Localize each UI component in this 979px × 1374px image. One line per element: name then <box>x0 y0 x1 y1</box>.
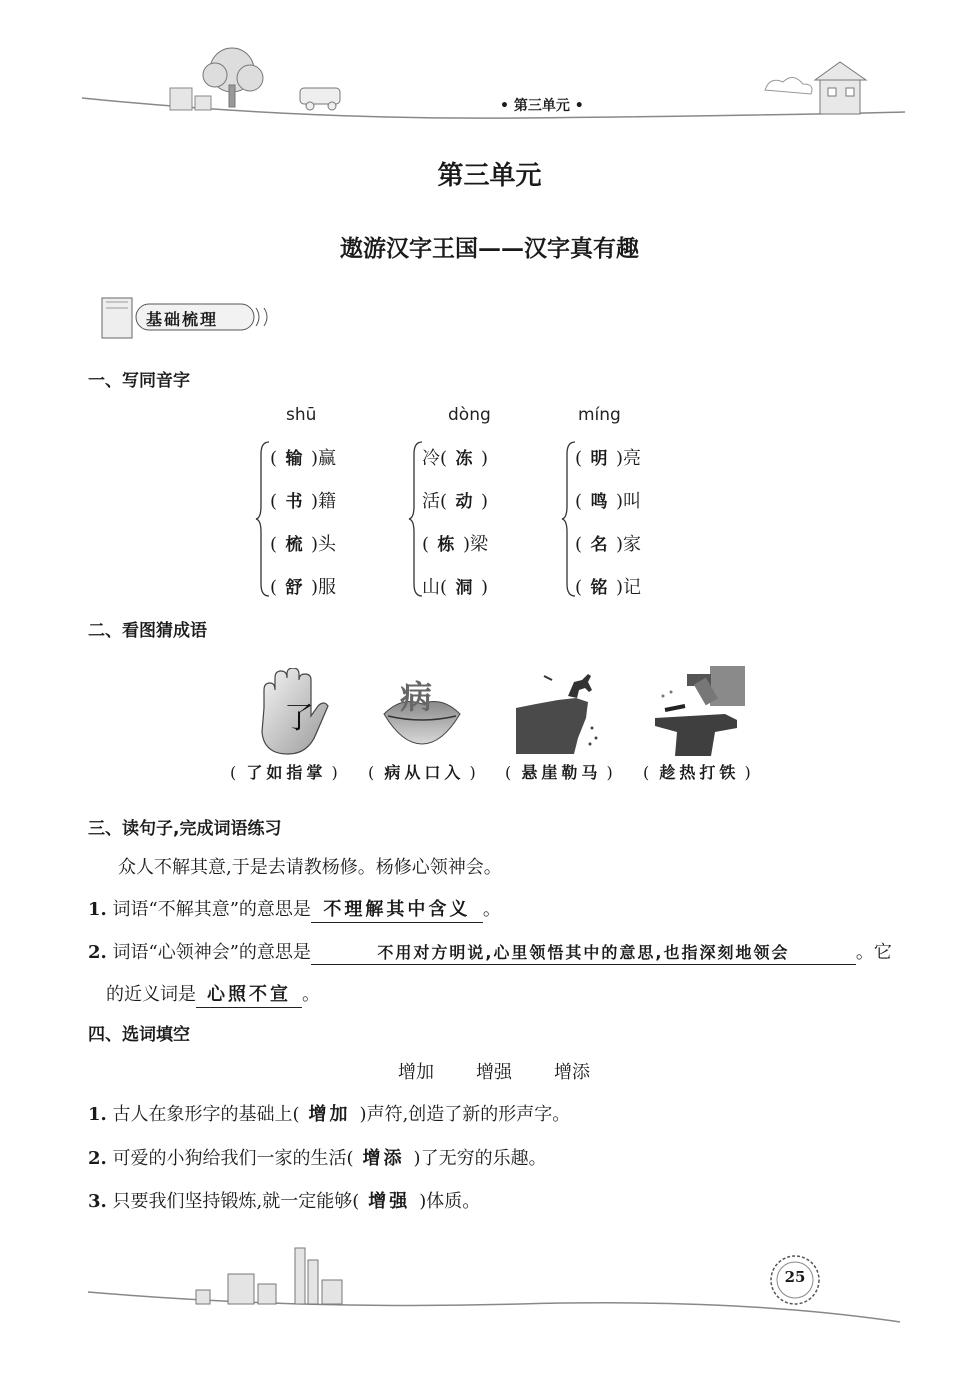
word-bank-item: 增加 <box>398 1062 434 1083</box>
buildings-left-icon <box>170 88 211 110</box>
header-unit-label: • 第三单元 • <box>500 98 584 114</box>
fill-item: 2. 可爱的小狗给我们一家的生活( 增添 )了无穷的乐趣。 <box>88 1144 547 1170</box>
house-icon <box>815 62 866 114</box>
homophone-row: ( 鸣 )叫 <box>575 491 642 512</box>
answer-blank: 不理解其中含义 <box>311 895 483 923</box>
homophone-row: ( 栋 )梁 <box>422 534 489 555</box>
word-bank <box>398 1058 632 1084</box>
homophone-row: 山( 洞 ) <box>422 577 489 598</box>
section-heading-2: 二、看图猜成语 <box>88 621 207 641</box>
mouth-glyph: 病 <box>400 678 433 716</box>
pinyin-ming: míng <box>578 405 621 425</box>
answer-blank: 心照不宣 <box>196 980 302 1008</box>
footer-decoration <box>0 1240 979 1340</box>
homophone-row: 冷( 冻 ) <box>422 448 489 469</box>
badge-text: 基础梳理 <box>146 310 219 329</box>
tree-icon <box>203 48 263 107</box>
blacksmith-icon <box>655 666 745 758</box>
header-decoration <box>0 40 979 135</box>
idiom-caption: ( 悬崖勒马 ) <box>505 763 613 782</box>
reading-passage: 众人不解其意,于是去请教杨修。杨修心领神会。 <box>118 857 502 878</box>
homophone-row: ( 明 )亮 <box>575 448 642 469</box>
cloud-icon <box>765 77 812 94</box>
word-bank-item: 增添 <box>554 1062 590 1083</box>
section-heading-4: 四、选词填空 <box>88 1025 190 1045</box>
page-number: 25 <box>784 1268 806 1286</box>
idiom-caption: ( 病从口入 ) <box>368 763 476 782</box>
lesson-title: 遨游汉字王国——汉字真有趣 <box>340 235 639 262</box>
homophone-row: ( 铭 )记 <box>575 577 642 598</box>
word-bank-item: 增强 <box>476 1062 512 1083</box>
pinyin-dong: dòng <box>448 405 491 425</box>
answer-blank: 增加 <box>308 1104 351 1125</box>
answer-blank: 不用对方明说,心里领悟其中的意思,也指深刻地领会 <box>311 940 856 965</box>
question-1: 1. 词语“不解其意”的意思是 不理解其中含义 。 <box>88 895 501 923</box>
answer-blank: 增强 <box>368 1191 411 1212</box>
page-title: 第三单元 <box>437 161 542 191</box>
hand-glyph: 了 <box>284 701 314 736</box>
idiom-caption: ( 趁热打铁 ) <box>643 763 751 782</box>
homophone-row: ( 舒 )服 <box>270 577 337 598</box>
city-skyline-icon <box>196 1248 342 1304</box>
brace-icon <box>255 440 271 598</box>
hand-icon <box>250 668 330 758</box>
question-2-synonym: 的近义词是 心照不宣 。 <box>106 980 320 1008</box>
homophone-row: ( 书 )籍 <box>270 491 337 512</box>
question-2: 2. 词语“心领神会”的意思是 不用对方明说,心里领悟其中的意思,也指深刻地领会 。它 <box>88 942 892 963</box>
fill-item: 3. 只要我们坚持锻炼,就一定能够( 增强 )体质。 <box>88 1187 480 1213</box>
idiom-caption: ( 了如指掌 ) <box>230 763 338 782</box>
section-heading-1: 一、写同音字 <box>88 371 190 391</box>
homophone-row: ( 名 )家 <box>575 534 642 555</box>
section-badge <box>100 296 275 342</box>
section-heading-3: 三、读句子,完成词语练习 <box>88 819 282 839</box>
fill-item: 1. 古人在象形字的基础上( 增加 )声符,创造了新的形声字。 <box>88 1100 570 1126</box>
cliff-horse-icon <box>516 668 611 758</box>
mouth-icon <box>382 668 462 758</box>
car-icon <box>300 88 340 110</box>
homophone-row: 活( 动 ) <box>422 491 489 512</box>
pinyin-shu: shū <box>286 405 317 425</box>
homophone-row: ( 输 )赢 <box>270 448 337 469</box>
answer-blank: 增添 <box>362 1148 405 1169</box>
homophone-row: ( 梳 )头 <box>270 534 337 555</box>
